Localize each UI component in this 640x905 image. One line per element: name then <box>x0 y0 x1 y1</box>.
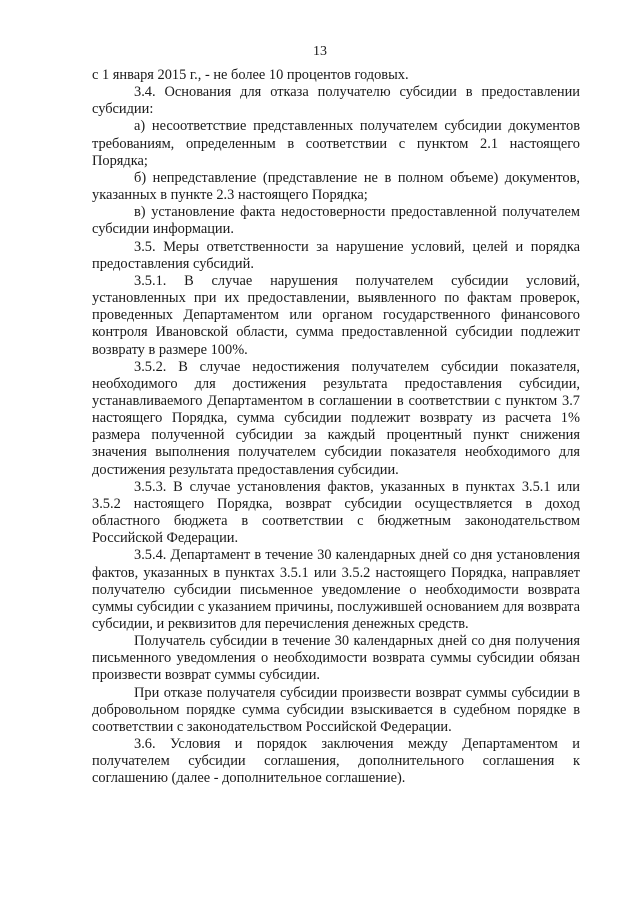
paragraph-3-4: 3.4. Основания для отказа получателю субсидии в предоставлении субсидии: <box>92 84 580 118</box>
paragraph-3-4-v: в) установление факта недостоверности предоставленной получателем субсидии информации. <box>92 204 580 238</box>
paragraph-refusal: При отказе получателя субсидии произвести возврат суммы субсидии в добровольном порядке сумма субсидии взыскивается в судебном порядке в соответствии с законодательством Российской Федерации. <box>92 684 580 735</box>
paragraph-3-5: 3.5. Меры ответственности за нарушение условий, целей и порядка предоставления субсидий. <box>92 238 580 272</box>
paragraph-continuation: с 1 января 2015 г., - не более 10 процентов годовых. <box>92 67 409 83</box>
page-number: 13 <box>313 44 327 59</box>
paragraph-3-5-3: 3.5.3. В случае установления фактов, указанных в пунктах 3.5.1 или 3.5.2 настоящего Порядка, возврат субсидии осуществляется в доход областного бюджета в соответствии с бюджетным законодательством Российской Федерации. <box>92 478 580 547</box>
paragraph-return-obligation: Получатель субсидии в течение 30 календарных дней со дня получения письменного уведомления о необходимости возврата суммы субсидии обязан произвести возврат суммы субсидии. <box>92 633 580 684</box>
paragraph-3-6: 3.6. Условия и порядок заключения между Департаментом и получателем субсидии соглашения, дополнительного соглашения к соглашению (далее - дополнительное соглашение). <box>92 736 580 787</box>
paragraph-3-5-2: 3.5.2. В случае недостижения получателем субсидии показателя, необходимого для достижения результата предоставления субсидии, устанавливаемого Департаментом в соглашении в соответствии с пунктом 3.7 настоящего Порядка, сумма субсидии подлежит возврату из расчета 1% размера полученной субсидии за каждый процентный пункт снижения значения выполнения получателем субсидии показателя необходимого для достижения результата предоставления субсидии. <box>92 358 580 478</box>
paragraph-3-5-1: 3.5.1. В случае нарушения получателем субсидии условий, установленных при их предоставлении, выявленного по фактам проверок, проведенных Департаментом или органом государственного финансового контроля Ивановской области, сумма предоставленной субсидии подлежит возврату в размере 100%. <box>92 272 580 358</box>
paragraph-3-5-4: 3.5.4. Департамент в течение 30 календарных дней со дня установления фактов, указанных в пунктах 3.5.1 или 3.5.2 настоящего Порядка, направляет получателю субсидии письменное уведомление о необходимости возврата суммы субсидии с указанием причины, послужившей основанием для возврата субсидии, и реквизитов для перечисления денежных средств. <box>92 547 580 632</box>
paragraph-3-4-b: б) непредставление (представление не в полном объеме) документов, указанных в пункте 2.3 настоящего Порядка; <box>92 169 580 204</box>
paragraph-3-4-a: а) несоответствие представленных получателем субсидии документов требованиям, определенным в соответствии с пунктом 2.1 настоящего Порядка; <box>92 118 580 169</box>
document-body <box>92 67 580 788</box>
